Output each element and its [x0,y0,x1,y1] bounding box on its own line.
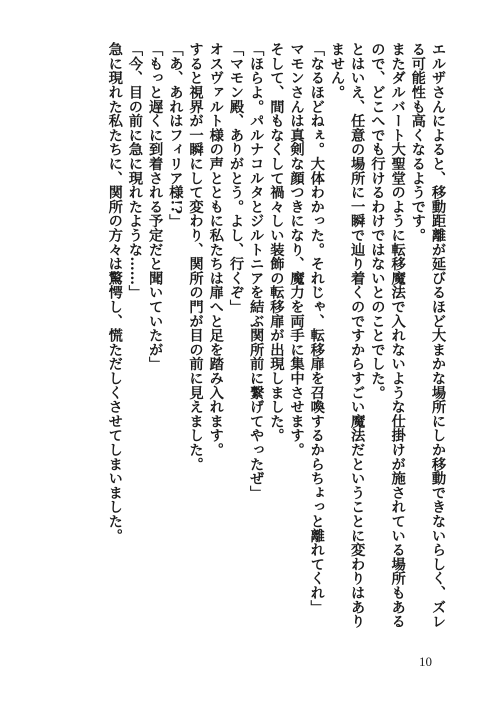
text-line: エルザさんによると、移動距離が延びるほど大まかな場所にしか移動できないらしく、ズレる可能性も高くなるようです。 [409,42,446,629]
text-line: 「あ、あれはフィリア様!?」 [167,42,184,229]
text-line: そして、間もなくして禍々しい装飾の転移扉が出現しました。 [268,42,285,443]
text-line: 「もっと遅くに到着される予定だと聞いていたが」 [147,42,164,371]
text-line: またダルバート大聖堂のように転移魔法で入れないような仕掛けが施されている場所もあるので、どこへでも行けるわけではないとのことでした。 [369,42,406,629]
text-line: 「今、目の前に急に現れたような……」 [126,42,143,300]
text-line: とはいえ、任意の場所に一瞬で辿り着くのですからすごい魔法だということに変わりはありません。 [328,42,366,629]
text-line: すると視界が一瞬にして変わり、関所の門が目の前に見えました。 [187,42,204,471]
text-line: 「ほらよ。パルナコルタとジルトニアを結ぶ関所前に繋げてやったぜ」 [248,42,265,500]
text-line: 「マモン殿、ありがとう。よし、行くぞ」 [227,42,244,314]
text-line: 急に現れた私たちに、関所の方々は驚愕し、慌ただしくさせてしまいました。 [106,42,123,543]
text-line: マモンさんは真剣な顔つきになり、魔力を両手に集中させます。 [288,42,305,457]
text-line: 「なるほどねぇ。大体わかった。それじゃ、転移扉を召喚するからちょっと離れてくれ」 [308,42,325,614]
vertical-text-body [48,42,448,630]
text-line: オスヴァルト様の声とともに私たちは扉へと足を踏み入れます。 [207,42,224,457]
page-number: 10 [419,654,432,669]
